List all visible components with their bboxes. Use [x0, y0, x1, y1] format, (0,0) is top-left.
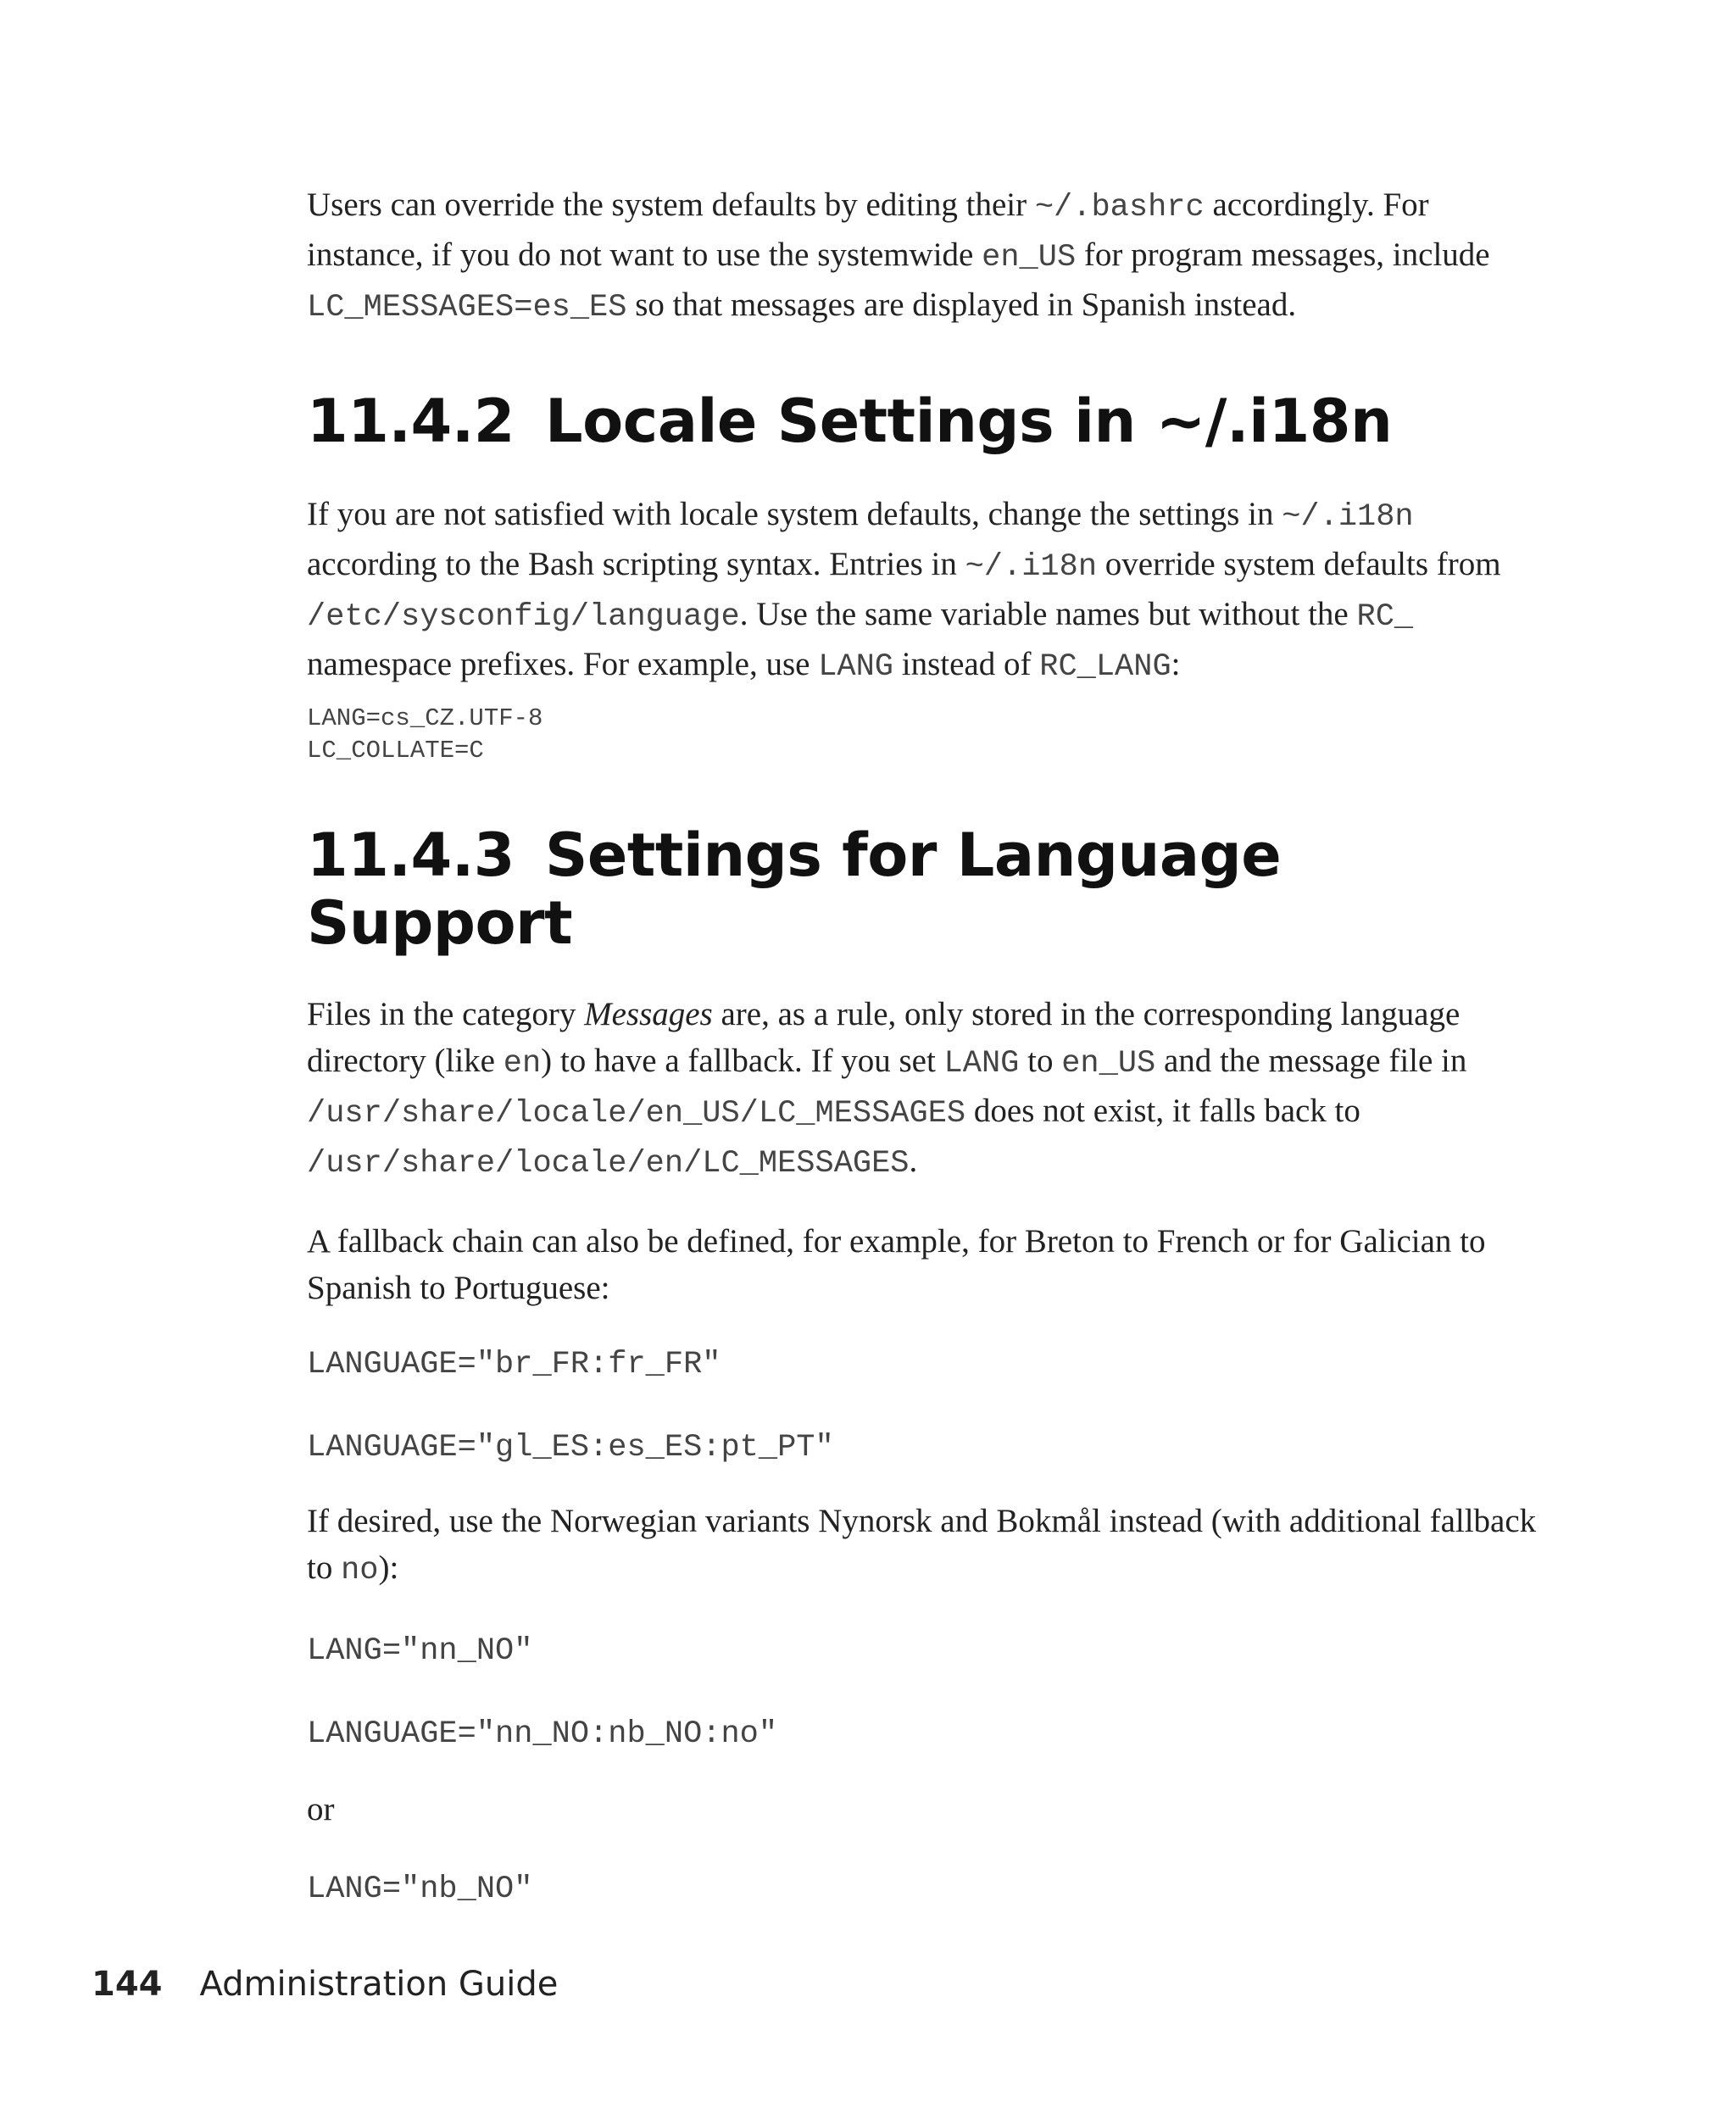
code-line: LANG=cs_CZ.UTF-8	[307, 704, 543, 732]
fallback-chain-paragraph: A fallback chain can also be defined, for example, for Breton to French or for Galician to Spanish to Portuguese:	[307, 1223, 1486, 1306]
text-run: to	[1019, 1043, 1062, 1079]
heading-11-4-2	[307, 387, 1544, 455]
text-run: :	[1171, 646, 1181, 682]
code-inline: ~/.i18n	[965, 549, 1098, 585]
text-run: are, as a rule, only stored in the corresponding language directory (like	[307, 996, 1461, 1079]
text-run: If desired, use the Norwegian variants Nynorsk and Bokmål instead (with additional fallback to	[307, 1503, 1537, 1586]
code-inline: RC_	[1356, 599, 1414, 635]
text-run: If you are not satisfied with locale system defaults, change the settings in	[307, 496, 1283, 532]
text-run: accordingly. For instance, if you do not want to use the systemwide	[307, 186, 1429, 273]
code-inline: en_US	[1061, 1046, 1156, 1082]
text-run: instead of	[893, 646, 1040, 682]
code-line-breton: LANGUAGE="br_FR:fr_FR"	[307, 1347, 721, 1382]
heading-11-4-3	[307, 821, 1544, 957]
locale-settings-paragraph	[307, 491, 1544, 691]
text-run: Users can override the system defaults by editing their	[307, 186, 1035, 223]
code-inline: LC_MESSAGES=es_ES	[307, 290, 627, 325]
text-run: ):	[378, 1549, 399, 1586]
code-line-language-nn: LANGUAGE="nn_NO:nb_NO:no"	[307, 1716, 778, 1752]
code-block-i18n	[307, 703, 1544, 767]
code-inline: LANG	[818, 649, 894, 685]
code-line: LC_COLLATE=C	[307, 737, 484, 765]
code-inline: en_US	[982, 240, 1077, 275]
code-inline: ~/.i18n	[1282, 499, 1414, 535]
section-title: Locale Settings in ~/.i18n	[545, 387, 1393, 456]
page-number: 144	[92, 1965, 163, 2004]
code-inline: RC_LANG	[1039, 649, 1171, 685]
text-run: according to the Bash scripting syntax. Entries in	[307, 546, 965, 582]
section-number: 11.4.2	[307, 387, 515, 456]
section-number: 11.4.3	[307, 820, 515, 890]
norwegian-paragraph	[307, 1498, 1544, 1594]
language-support-paragraph	[307, 991, 1544, 1187]
code-inline: en	[503, 1046, 542, 1082]
text-run: so that messages are displayed in Spanish instead.	[626, 286, 1297, 323]
intro-paragraph	[307, 181, 1544, 331]
page-content	[307, 181, 1544, 1909]
text-run: ) to have a fallback. If you set	[541, 1043, 944, 1079]
text-run: override system defaults from	[1097, 546, 1501, 582]
text-run: . Use the same variable names but without the	[739, 596, 1357, 632]
section-title: Settings for Language Support	[307, 820, 1282, 958]
code-inline: /usr/share/locale/en_US/LC_MESSAGES	[307, 1096, 966, 1132]
code-line-galician: LANGUAGE="gl_ES:es_ES:pt_PT"	[307, 1430, 834, 1466]
code-line-lang-nn: LANG="nn_NO"	[307, 1633, 533, 1669]
text-run: .	[909, 1143, 918, 1179]
page-footer	[92, 1965, 558, 2004]
text-run: Files in the category	[307, 996, 585, 1032]
text-run: and the message file in	[1155, 1043, 1467, 1079]
code-inline: /etc/sysconfig/language	[307, 599, 740, 635]
code-inline: no	[341, 1553, 379, 1588]
or-text: or	[307, 1791, 335, 1827]
code-inline: ~/.bashrc	[1034, 190, 1205, 225]
text-run: namespace prefixes. For example, use	[307, 646, 819, 682]
italic-term: Messages	[584, 996, 713, 1032]
code-inline: /usr/share/locale/en/LC_MESSAGES	[307, 1146, 910, 1182]
book-title: Administration Guide	[199, 1965, 559, 2004]
text-run: does not exist, it falls back to	[965, 1093, 1360, 1129]
text-run: for program messages, include	[1076, 236, 1490, 273]
code-line-lang-nb: LANG="nb_NO"	[307, 1872, 533, 1907]
code-inline: LANG	[943, 1046, 1020, 1082]
